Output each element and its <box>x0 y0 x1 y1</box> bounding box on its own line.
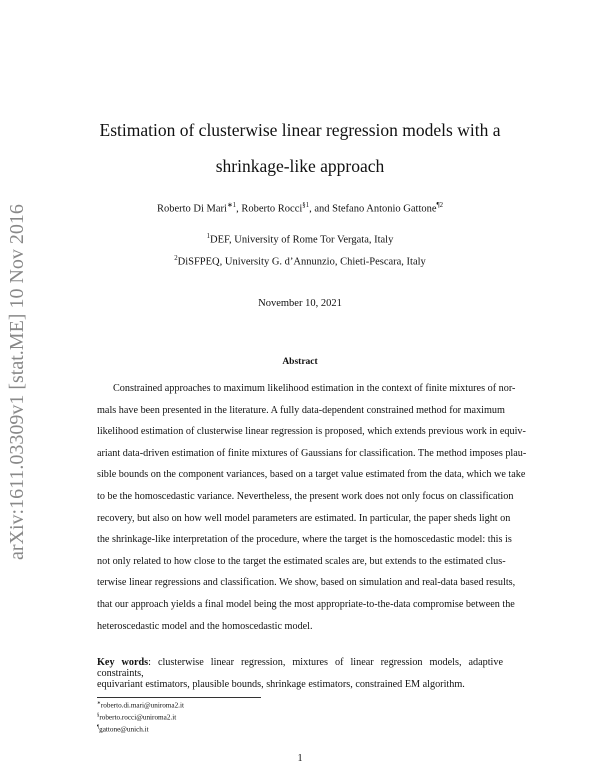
footnote <box>97 701 184 709</box>
footnote <box>97 713 176 721</box>
footnote-email: roberto.rocci@uniroma2.it <box>99 713 177 722</box>
footnote <box>97 725 149 733</box>
author-mark: §1 <box>302 202 310 209</box>
author-name: , and Stefano Antonio Gattone <box>309 203 437 215</box>
abstract-line: heteroscedastic model and the homoscedastic model. <box>97 620 313 632</box>
abstract-line: likelihood estimation of clusterwise linear regression is proposed, which extends previous work in equiv- <box>97 426 526 438</box>
footnote-mark: § <box>97 713 100 718</box>
affiliation-text: DiSFPEQ, University G. d’Annunzio, Chieti-Pescara, Italy <box>177 256 426 268</box>
footnote-mark: ¶ <box>97 725 100 730</box>
arxiv-identifier: arXiv:1611.03309v1 [stat.ME] 10 Nov 2016 <box>6 204 28 560</box>
affiliation <box>0 255 600 268</box>
authors <box>0 201 600 215</box>
paper-title-line-2: shrinkage-like approach <box>215 156 385 176</box>
author-mark: ∗1 <box>226 202 237 209</box>
affiliation-mark: 1 <box>206 233 211 240</box>
footnote-email: gattone@unich.it <box>99 725 149 734</box>
affiliation <box>0 233 600 246</box>
author-mark: ¶2 <box>436 202 444 209</box>
footnote-rule <box>97 697 261 698</box>
abstract-heading: Abstract <box>282 357 318 367</box>
paper-date: November 10, 2021 <box>258 298 342 309</box>
paper-title-line-1: Estimation of clusterwise linear regression models with a <box>99 120 501 140</box>
abstract-line: terwise linear regressions and classification. We show, based on simulation and real-data based results, <box>97 577 516 589</box>
abstract-line: Constrained approaches to maximum likelihood estimation in the context of finite mixtures of nor- <box>113 383 516 394</box>
keywords-line-2: equivariant estimators, plausible bounds, shrinkage estimators, constrained EM algorithm. <box>97 679 465 690</box>
affiliation-text: DEF, University of Rome Tor Vergata, Italy <box>210 234 394 246</box>
abstract-line: ariant data-driven estimation of finite mixtures of Gaussians for classification. The method imposes plau- <box>97 447 527 459</box>
abstract-line: that our approach yields a final model being the most appropriate-to-the-data compromise between the <box>97 599 515 610</box>
page-number: 1 <box>297 753 303 764</box>
abstract-line: mals have been presented in the literature. A fully data-dependent constrained method for maximum <box>97 404 505 416</box>
abstract-line: recovery, but also on how well model parameters are estimated. In particular, the paper sheds light on <box>97 512 511 524</box>
author-name: Roberto Di Mari <box>156 203 227 215</box>
affiliation-mark: 2 <box>174 255 178 262</box>
keywords-line-1 <box>97 657 503 679</box>
abstract-line: not only related to how close to the target the estimated scales are, but extends to the estimated clus- <box>97 555 506 567</box>
abstract-line: sible bounds on the component variances, based on a target value estimated from the data, which we take <box>97 469 526 481</box>
keywords-label: Key words <box>97 657 149 668</box>
footnote-mark: ∗ <box>97 701 101 706</box>
footnote-email: roberto.di.mari@uniroma2.it <box>100 701 184 710</box>
author-name: , Roberto Rocci <box>236 203 303 215</box>
abstract-line: the shrinkage-like interpretation of the procedure, where the target is the homoscedastic model: this is <box>97 534 512 546</box>
abstract-line: to be the homoscedastic variance. Nevertheless, the present work does not only focus on classification <box>97 491 514 502</box>
keywords-text: : clusterwise linear regression, mixtures of linear regression models, adaptive constraints, <box>97 657 503 679</box>
